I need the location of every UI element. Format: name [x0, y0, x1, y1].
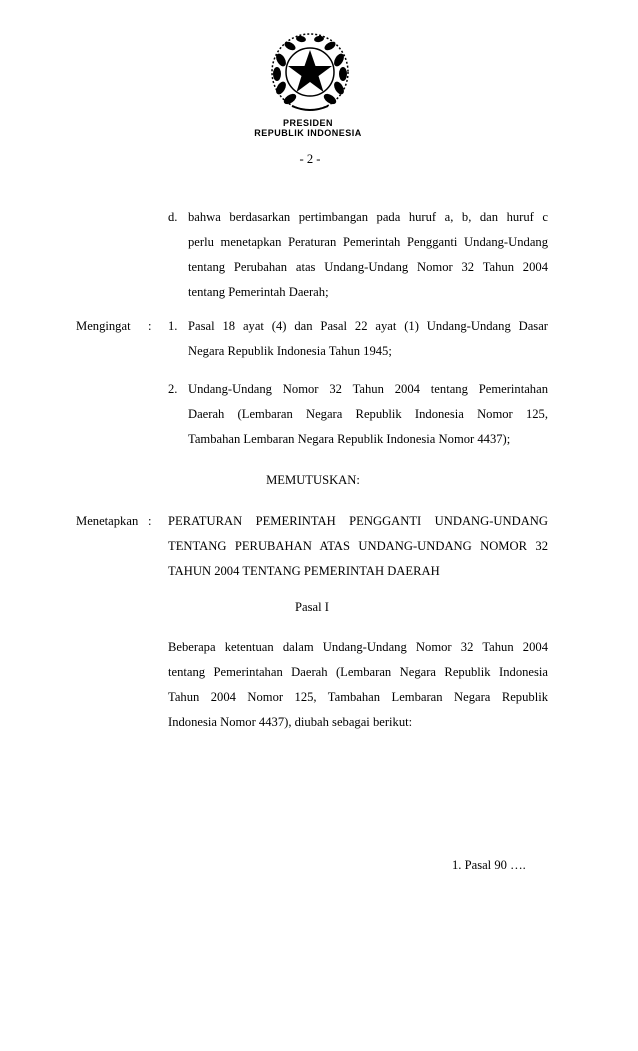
menetapkan-line-1: PERATURAN PEMERINTAH PENGGANTI UNDANG-UNDANG	[168, 514, 548, 528]
consideration-d-line-1: bahwa berdasarkan pertimbangan pada huruf a, b, dan huruf c	[188, 210, 548, 224]
footer-continuation: 1. Pasal 90 ….	[452, 858, 526, 872]
consideration-d-marker: d.	[168, 210, 178, 224]
body-line-2: tentang Pemerintahan Daerah (Lembaran Negara Republik Indonesia	[168, 665, 548, 679]
consideration-d-line-4: tentang Pemerintah Daerah;	[188, 285, 329, 299]
menetapkan-colon: :	[148, 514, 152, 528]
consideration-d-line-2: perlu menetapkan Peraturan Pemerintah Pengganti Undang-Undang	[188, 235, 548, 249]
mengingat-item-2-line-1: Undang-Undang Nomor 32 Tahun 2004 tentang Pemerintahan	[188, 382, 548, 396]
body-line-3: Tahun 2004 Nomor 125, Tambahan Lembaran Negara Republik	[168, 690, 548, 704]
memutuskan-heading: MEMUTUSKAN:	[266, 473, 360, 487]
mengingat-label: Mengingat	[76, 319, 131, 333]
header-title-line2: REPUBLIK INDONESIA	[254, 128, 362, 138]
mengingat-colon: :	[148, 319, 152, 333]
garuda-emblem-icon	[268, 30, 352, 116]
body-line-1: Beberapa ketentuan dalam Undang-Undang Nomor 32 Tahun 2004	[168, 640, 548, 654]
consideration-d-line-3: tentang Perubahan atas Undang-Undang Nomor 32 Tahun 2004	[188, 260, 548, 274]
page-number: - 2 -	[299, 152, 321, 166]
menetapkan-line-3: TAHUN 2004 TENTANG PEMERINTAH DAERAH	[168, 564, 440, 578]
mengingat-item-2-line-3: Tambahan Lembaran Negara Republik Indonesia Nomor 4437);	[188, 432, 511, 446]
mengingat-item-2-marker: 2.	[168, 382, 178, 396]
menetapkan-line-2: TENTANG PERUBAHAN ATAS UNDANG-UNDANG NOMOR 32	[168, 539, 548, 553]
mengingat-item-1-line-1: Pasal 18 ayat (4) dan Pasal 22 ayat (1) Undang-Undang Dasar	[188, 319, 548, 333]
body-line-4: Indonesia Nomor 4437), diubah sebagai berikut:	[168, 715, 413, 729]
mengingat-item-1-line-2: Negara Republik Indonesia Tahun 1945;	[188, 344, 392, 358]
pasal-heading: Pasal I	[295, 600, 329, 614]
mengingat-item-2-line-2: Daerah (Lembaran Negara Republik Indonesia Nomor 125,	[188, 407, 548, 421]
menetapkan-label: Menetapkan	[76, 514, 139, 528]
header-title-line1: PRESIDEN	[282, 118, 333, 128]
mengingat-item-1-marker: 1.	[168, 319, 178, 333]
